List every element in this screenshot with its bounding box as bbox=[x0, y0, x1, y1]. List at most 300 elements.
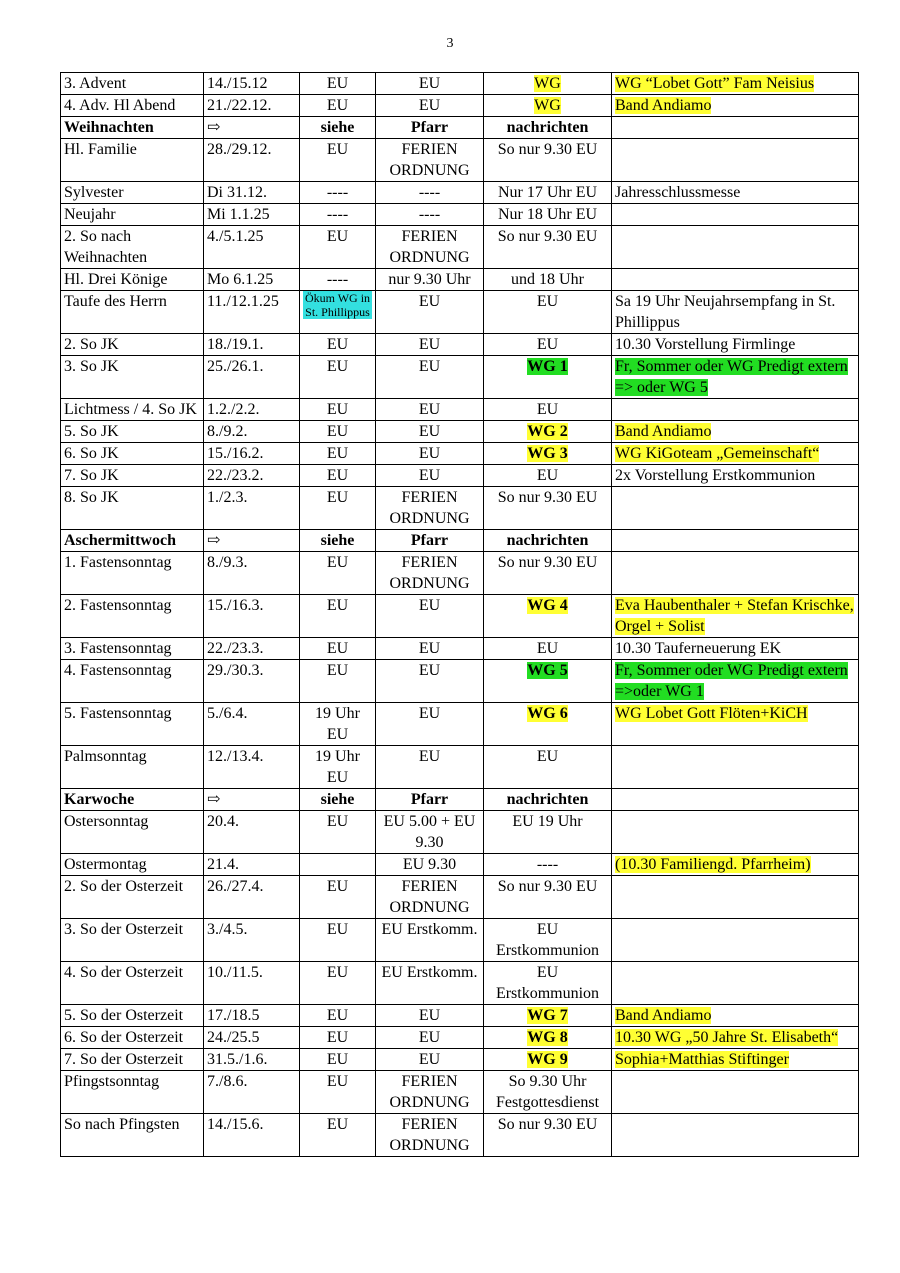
sunday-second-cell bbox=[484, 552, 612, 595]
sunday-second-text: So 9.30 Uhr Festgottesdienst bbox=[495, 1073, 600, 1111]
table-row bbox=[61, 1071, 859, 1114]
occasion-text: 5. So der Osterzeit bbox=[64, 1007, 184, 1024]
date-cell bbox=[204, 226, 300, 269]
date-cell bbox=[204, 182, 300, 204]
saturday-text: EU bbox=[326, 1029, 349, 1046]
sunday-morning-text: EU bbox=[418, 640, 441, 657]
sunday-second-cell bbox=[484, 789, 612, 811]
sunday-morning-text: EU bbox=[418, 358, 441, 375]
sunday-second-cell bbox=[484, 854, 612, 876]
occasion-text: Lichtmess / 4. So JK bbox=[64, 401, 197, 418]
saturday-text: EU bbox=[326, 813, 349, 830]
sunday-morning-cell bbox=[376, 595, 484, 638]
date-cell bbox=[204, 962, 300, 1005]
date-text: 1./2.3. bbox=[207, 489, 248, 506]
occasion-text: Pfingstsonntag bbox=[64, 1073, 160, 1090]
sunday-morning-cell bbox=[376, 421, 484, 443]
date-cell bbox=[204, 1114, 300, 1157]
notes-cell bbox=[612, 530, 859, 552]
sunday-second-text: So nur 9.30 EU bbox=[497, 228, 598, 245]
sunday-morning-cell bbox=[376, 334, 484, 356]
sunday-morning-cell bbox=[376, 1005, 484, 1027]
sunday-second-cell bbox=[484, 746, 612, 789]
sunday-second-cell bbox=[484, 139, 612, 182]
occasion-text: Sylvester bbox=[64, 184, 124, 201]
notes-text: Sa 19 Uhr Neujahrsempfang in St. Phillippus bbox=[615, 293, 836, 331]
saturday-cell bbox=[300, 1027, 376, 1049]
date-cell bbox=[204, 638, 300, 660]
saturday-cell bbox=[300, 638, 376, 660]
sunday-second-text: WG bbox=[534, 97, 561, 114]
notes-cell bbox=[612, 552, 859, 595]
saturday-cell bbox=[300, 95, 376, 117]
sunday-morning-cell bbox=[376, 530, 484, 552]
sunday-morning-text: ---- bbox=[418, 206, 441, 223]
sunday-morning-cell bbox=[376, 226, 484, 269]
sunday-second-cell bbox=[484, 638, 612, 660]
notes-cell bbox=[612, 204, 859, 226]
sunday-second-cell bbox=[484, 1071, 612, 1114]
sunday-morning-text: FERIEN ORDNUNG bbox=[389, 554, 470, 592]
sunday-second-cell bbox=[484, 334, 612, 356]
notes-text: (10.30 Familiengd. Pfarrheim) bbox=[615, 856, 811, 873]
sunday-second-cell bbox=[484, 73, 612, 95]
saturday-text: EU bbox=[326, 964, 349, 981]
date-text: ⇨ bbox=[207, 119, 221, 136]
page-number: 3 bbox=[446, 36, 454, 51]
notes-cell bbox=[612, 876, 859, 919]
date-text: 10./11.5. bbox=[207, 964, 263, 981]
table-row bbox=[61, 73, 859, 95]
date-cell bbox=[204, 204, 300, 226]
sunday-second-cell bbox=[484, 660, 612, 703]
section-header-row bbox=[61, 117, 859, 139]
occasion-cell bbox=[61, 465, 204, 487]
saturday-cell bbox=[300, 919, 376, 962]
occasion-cell bbox=[61, 660, 204, 703]
date-text: 24./25.5 bbox=[207, 1029, 260, 1046]
sunday-second-cell bbox=[484, 465, 612, 487]
notes-cell bbox=[612, 746, 859, 789]
occasion-text: 4. Adv. Hl Abend bbox=[64, 97, 176, 114]
notes-cell bbox=[612, 703, 859, 746]
occasion-cell bbox=[61, 746, 204, 789]
saturday-text: ---- bbox=[326, 184, 349, 201]
table-row bbox=[61, 269, 859, 291]
saturday-text: EU bbox=[326, 489, 349, 506]
saturday-cell bbox=[300, 465, 376, 487]
notes-text: Sophia+Matthias Stiftinger bbox=[615, 1051, 789, 1068]
sunday-second-cell bbox=[484, 1005, 612, 1027]
sunday-morning-cell bbox=[376, 919, 484, 962]
saturday-text: EU bbox=[326, 1116, 349, 1133]
notes-text: Fr, Sommer oder WG Predigt extern => oder WG 5 bbox=[615, 358, 848, 396]
sunday-morning-cell bbox=[376, 356, 484, 399]
saturday-text: EU bbox=[326, 75, 349, 92]
occasion-text: Weihnachten bbox=[64, 119, 154, 136]
sunday-second-text: EU Erstkommunion bbox=[495, 921, 600, 959]
date-cell bbox=[204, 530, 300, 552]
table-row bbox=[61, 1049, 859, 1071]
sunday-morning-text: Pfarr bbox=[410, 532, 449, 549]
saturday-text: siehe bbox=[320, 119, 355, 136]
saturday-cell bbox=[300, 334, 376, 356]
saturday-text: EU bbox=[326, 878, 349, 895]
saturday-text: siehe bbox=[320, 791, 355, 808]
notes-cell bbox=[612, 919, 859, 962]
notes-cell bbox=[612, 1027, 859, 1049]
notes-cell bbox=[612, 95, 859, 117]
table-row bbox=[61, 1005, 859, 1027]
table-row bbox=[61, 811, 859, 854]
sunday-second-text: WG 6 bbox=[527, 705, 568, 722]
sunday-second-cell bbox=[484, 530, 612, 552]
occasion-text: 3. Advent bbox=[64, 75, 127, 92]
notes-cell bbox=[612, 182, 859, 204]
table-row bbox=[61, 1027, 859, 1049]
occasion-cell bbox=[61, 204, 204, 226]
date-cell bbox=[204, 552, 300, 595]
notes-text: WG Lobet Gott Flöten+KiCH bbox=[615, 705, 808, 722]
occasion-text: 2. Fastensonntag bbox=[64, 597, 172, 614]
notes-text: 2x Vorstellung Erstkommunion bbox=[615, 467, 816, 484]
sunday-second-cell bbox=[484, 117, 612, 139]
sunday-morning-cell bbox=[376, 443, 484, 465]
sunday-second-cell bbox=[484, 421, 612, 443]
occasion-cell bbox=[61, 854, 204, 876]
table-row bbox=[61, 1114, 859, 1157]
table-row bbox=[61, 443, 859, 465]
saturday-text: 19 Uhr EU bbox=[315, 748, 360, 786]
occasion-cell bbox=[61, 811, 204, 854]
notes-text: 10.30 Vorstellung Firmlinge bbox=[615, 336, 796, 353]
occasion-text: 5. Fastensonntag bbox=[64, 705, 172, 722]
date-text: 21.4. bbox=[207, 856, 239, 873]
notes-cell bbox=[612, 638, 859, 660]
occasion-cell bbox=[61, 356, 204, 399]
sunday-morning-text: EU bbox=[418, 401, 441, 418]
sunday-morning-cell bbox=[376, 789, 484, 811]
sunday-second-cell bbox=[484, 962, 612, 1005]
notes-cell bbox=[612, 421, 859, 443]
sunday-second-text: WG 8 bbox=[527, 1029, 568, 1046]
date-text: 14./15.6. bbox=[207, 1116, 264, 1133]
occasion-cell bbox=[61, 291, 204, 334]
sunday-morning-cell bbox=[376, 1114, 484, 1157]
notes-cell bbox=[612, 962, 859, 1005]
notes-cell bbox=[612, 226, 859, 269]
date-text: Mi 1.1.25 bbox=[207, 206, 270, 223]
saturday-cell bbox=[300, 1005, 376, 1027]
sunday-second-text: So nur 9.30 EU bbox=[497, 1116, 598, 1133]
occasion-text: Palmsonntag bbox=[64, 748, 147, 765]
occasion-text: So nach Pfingsten bbox=[64, 1116, 180, 1133]
sunday-second-text: nachrichten bbox=[506, 119, 589, 136]
date-cell bbox=[204, 95, 300, 117]
sunday-morning-cell bbox=[376, 95, 484, 117]
date-text: 22./23.2. bbox=[207, 467, 264, 484]
sunday-second-cell bbox=[484, 226, 612, 269]
date-cell bbox=[204, 1027, 300, 1049]
date-cell bbox=[204, 487, 300, 530]
table-row bbox=[61, 95, 859, 117]
sunday-morning-text: EU bbox=[418, 445, 441, 462]
saturday-text: EU bbox=[326, 401, 349, 418]
occasion-cell bbox=[61, 1005, 204, 1027]
date-cell bbox=[204, 443, 300, 465]
notes-text: Band Andiamo bbox=[615, 97, 712, 114]
table-row bbox=[61, 876, 859, 919]
occasion-cell bbox=[61, 139, 204, 182]
sunday-second-text: EU bbox=[536, 401, 559, 418]
occasion-cell bbox=[61, 530, 204, 552]
saturday-text: EU bbox=[326, 97, 349, 114]
sunday-second-text: So nur 9.30 EU bbox=[497, 141, 598, 158]
occasion-text: 2. So der Osterzeit bbox=[64, 878, 184, 895]
sunday-morning-text: EU bbox=[418, 1029, 441, 1046]
sunday-second-cell bbox=[484, 356, 612, 399]
sunday-second-cell bbox=[484, 1027, 612, 1049]
saturday-cell bbox=[300, 789, 376, 811]
date-text: 21./22.12. bbox=[207, 97, 272, 114]
date-cell bbox=[204, 746, 300, 789]
saturday-cell bbox=[300, 703, 376, 746]
sunday-morning-text: EU Erstkomm. bbox=[381, 964, 478, 981]
occasion-text: Ostermontag bbox=[64, 856, 147, 873]
date-cell bbox=[204, 334, 300, 356]
date-cell bbox=[204, 876, 300, 919]
saturday-text: EU bbox=[326, 921, 349, 938]
saturday-cell bbox=[300, 269, 376, 291]
sunday-second-text: nachrichten bbox=[506, 532, 589, 549]
saturday-cell bbox=[300, 1049, 376, 1071]
date-text: 8./9.3. bbox=[207, 554, 248, 571]
sunday-second-text: WG 2 bbox=[527, 423, 568, 440]
occasion-text: 8. So JK bbox=[64, 489, 119, 506]
sunday-morning-text: EU 9.30 bbox=[402, 856, 457, 873]
sunday-second-text: EU 19 Uhr bbox=[512, 813, 583, 830]
saturday-cell bbox=[300, 117, 376, 139]
occasion-text: 3. So der Osterzeit bbox=[64, 921, 184, 938]
sunday-second-text: WG 9 bbox=[527, 1051, 568, 1068]
sunday-morning-text: FERIEN ORDNUNG bbox=[389, 878, 470, 916]
date-cell bbox=[204, 421, 300, 443]
occasion-cell bbox=[61, 1114, 204, 1157]
saturday-text: EU bbox=[326, 228, 349, 245]
saturday-text: EU bbox=[326, 336, 349, 353]
sunday-morning-cell bbox=[376, 660, 484, 703]
saturday-text: EU bbox=[326, 597, 349, 614]
table-row bbox=[61, 919, 859, 962]
saturday-cell bbox=[300, 876, 376, 919]
saturday-text: EU bbox=[326, 1073, 349, 1090]
table-row bbox=[61, 139, 859, 182]
notes-cell bbox=[612, 595, 859, 638]
date-cell bbox=[204, 399, 300, 421]
sunday-second-text: Nur 18 Uhr EU bbox=[497, 206, 598, 223]
date-text: 29./30.3. bbox=[207, 662, 264, 679]
sunday-morning-cell bbox=[376, 291, 484, 334]
date-text: Mo 6.1.25 bbox=[207, 271, 274, 288]
date-cell bbox=[204, 269, 300, 291]
sunday-second-cell bbox=[484, 1049, 612, 1071]
occasion-cell bbox=[61, 962, 204, 1005]
occasion-cell bbox=[61, 117, 204, 139]
saturday-text: ---- bbox=[326, 206, 349, 223]
sunday-second-text: WG bbox=[534, 75, 561, 92]
saturday-cell bbox=[300, 356, 376, 399]
notes-cell bbox=[612, 487, 859, 530]
sunday-second-text: WG 1 bbox=[527, 358, 568, 375]
date-cell bbox=[204, 919, 300, 962]
notes-cell bbox=[612, 269, 859, 291]
occasion-cell bbox=[61, 334, 204, 356]
sunday-morning-cell bbox=[376, 876, 484, 919]
sunday-morning-cell bbox=[376, 552, 484, 595]
saturday-cell bbox=[300, 487, 376, 530]
occasion-text: Neujahr bbox=[64, 206, 116, 223]
table-row bbox=[61, 660, 859, 703]
sunday-morning-text: EU Erstkomm. bbox=[381, 921, 478, 938]
sunday-morning-cell bbox=[376, 746, 484, 789]
occasion-cell bbox=[61, 73, 204, 95]
date-text: 26./27.4. bbox=[207, 878, 264, 895]
occasion-text: 4. So der Osterzeit bbox=[64, 964, 184, 981]
sunday-morning-text: EU bbox=[418, 97, 441, 114]
sunday-second-cell bbox=[484, 919, 612, 962]
occasion-cell bbox=[61, 487, 204, 530]
table-row bbox=[61, 703, 859, 746]
notes-text: Eva Haubenthaler + Stefan Krischke, Orgel + Solist bbox=[615, 597, 854, 635]
table-row bbox=[61, 962, 859, 1005]
sunday-second-text: EU bbox=[536, 748, 559, 765]
notes-text: 10.30 WG „50 Jahre St. Elisabeth“ bbox=[615, 1029, 839, 1046]
saturday-cell bbox=[300, 552, 376, 595]
saturday-cell bbox=[300, 139, 376, 182]
sunday-morning-cell bbox=[376, 139, 484, 182]
date-text: 15./16.3. bbox=[207, 597, 264, 614]
occasion-cell bbox=[61, 1071, 204, 1114]
sunday-morning-cell bbox=[376, 1027, 484, 1049]
notes-cell bbox=[612, 291, 859, 334]
occasion-cell bbox=[61, 703, 204, 746]
date-text: 7./8.6. bbox=[207, 1073, 248, 1090]
notes-cell bbox=[612, 356, 859, 399]
occasion-text: 3. So JK bbox=[64, 358, 119, 375]
sunday-morning-cell bbox=[376, 465, 484, 487]
sunday-morning-cell bbox=[376, 1049, 484, 1071]
date-cell bbox=[204, 1049, 300, 1071]
saturday-text: ---- bbox=[326, 271, 349, 288]
sunday-morning-text: EU bbox=[418, 75, 441, 92]
occasion-cell bbox=[61, 399, 204, 421]
notes-cell bbox=[612, 443, 859, 465]
sunday-second-text: EU bbox=[536, 467, 559, 484]
date-text: 14./15.12 bbox=[207, 75, 268, 92]
sunday-second-text: So nur 9.30 EU bbox=[497, 489, 598, 506]
date-text: 28./29.12. bbox=[207, 141, 272, 158]
saturday-cell bbox=[300, 660, 376, 703]
date-cell bbox=[204, 1005, 300, 1027]
occasion-text: 1. Fastensonntag bbox=[64, 554, 172, 571]
sunday-morning-cell bbox=[376, 182, 484, 204]
saturday-cell bbox=[300, 204, 376, 226]
sunday-morning-text: EU bbox=[418, 293, 441, 310]
sunday-morning-text: Pfarr bbox=[410, 119, 449, 136]
sunday-second-cell bbox=[484, 204, 612, 226]
occasion-cell bbox=[61, 182, 204, 204]
sunday-second-text: EU Erstkommunion bbox=[495, 964, 600, 1002]
sunday-morning-cell bbox=[376, 487, 484, 530]
occasion-cell bbox=[61, 226, 204, 269]
saturday-cell bbox=[300, 811, 376, 854]
notes-cell bbox=[612, 1071, 859, 1114]
occasion-text: 7. So JK bbox=[64, 467, 119, 484]
sunday-morning-cell bbox=[376, 1071, 484, 1114]
sunday-second-cell bbox=[484, 291, 612, 334]
date-cell bbox=[204, 139, 300, 182]
saturday-text: EU bbox=[326, 423, 349, 440]
date-text: 3./4.5. bbox=[207, 921, 248, 938]
table-row bbox=[61, 399, 859, 421]
sunday-second-text: EU bbox=[536, 336, 559, 353]
notes-cell bbox=[612, 854, 859, 876]
occasion-text: 7. So der Osterzeit bbox=[64, 1051, 184, 1068]
sunday-morning-text: nur 9.30 Uhr bbox=[388, 271, 471, 288]
occasion-text: Taufe des Herrn bbox=[64, 293, 167, 310]
sunday-second-cell bbox=[484, 182, 612, 204]
occasion-text: Aschermittwoch bbox=[64, 532, 176, 549]
occasion-cell bbox=[61, 876, 204, 919]
date-text: ⇨ bbox=[207, 791, 221, 808]
sunday-second-text: EU bbox=[536, 293, 559, 310]
sunday-second-text: und 18 Uhr bbox=[511, 271, 584, 288]
saturday-cell bbox=[300, 73, 376, 95]
saturday-text: EU bbox=[326, 1051, 349, 1068]
sunday-second-text: So nur 9.30 EU bbox=[497, 554, 598, 571]
sunday-morning-text: EU bbox=[418, 423, 441, 440]
saturday-cell bbox=[300, 226, 376, 269]
notes-cell bbox=[612, 1114, 859, 1157]
sunday-second-text: So nur 9.30 EU bbox=[497, 878, 598, 895]
notes-cell bbox=[612, 73, 859, 95]
occasion-cell bbox=[61, 421, 204, 443]
date-text: 20.4. bbox=[207, 813, 239, 830]
table-row bbox=[61, 334, 859, 356]
date-cell bbox=[204, 73, 300, 95]
date-text: 12./13.4. bbox=[207, 748, 264, 765]
date-cell bbox=[204, 789, 300, 811]
date-cell bbox=[204, 356, 300, 399]
date-cell bbox=[204, 660, 300, 703]
occasion-text: Hl. Familie bbox=[64, 141, 137, 158]
sunday-second-cell bbox=[484, 595, 612, 638]
sunday-morning-cell bbox=[376, 703, 484, 746]
section-header-row bbox=[61, 789, 859, 811]
table-row bbox=[61, 854, 859, 876]
table-row bbox=[61, 226, 859, 269]
notes-cell bbox=[612, 1049, 859, 1071]
sunday-morning-cell bbox=[376, 811, 484, 854]
date-cell bbox=[204, 291, 300, 334]
section-header-row bbox=[61, 530, 859, 552]
saturday-text: EU bbox=[326, 358, 349, 375]
table-row bbox=[61, 291, 859, 334]
occasion-cell bbox=[61, 95, 204, 117]
sunday-second-text: nachrichten bbox=[506, 791, 589, 808]
table-row bbox=[61, 638, 859, 660]
saturday-cell bbox=[300, 1071, 376, 1114]
